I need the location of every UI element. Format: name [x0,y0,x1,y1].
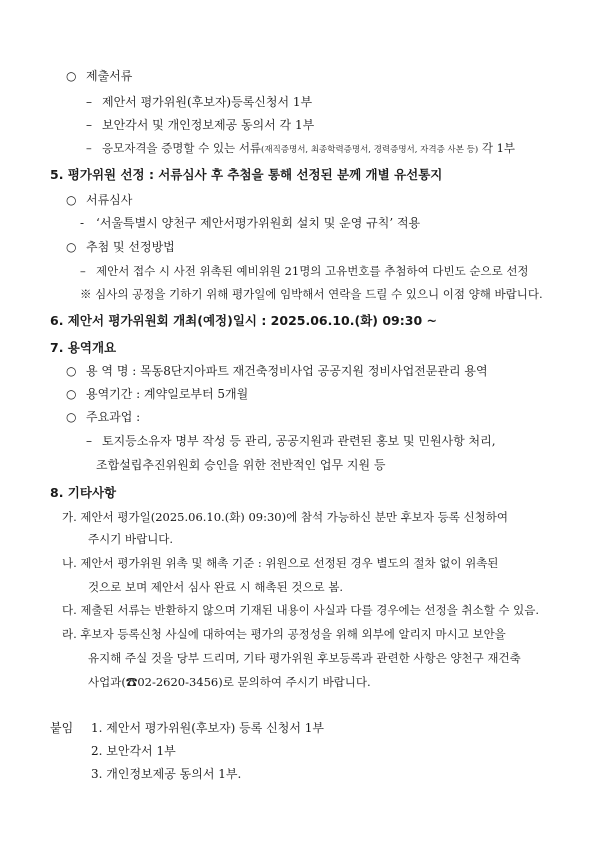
service-period: ○ 용역기간 : 계약일로부터 5개월 [66,387,249,401]
dash-bullet-icon: - [80,216,85,230]
dash-bullet-icon: – [86,141,92,155]
note-na: 나. 제안서 평가위원 위촉 및 해촉 기준 : 위원으로 선정된 경우 별도의 절차 없이 위촉된 [62,556,499,570]
note-da: 다. 제출된 서류는 반환하지 않으며 기재된 내용이 사실과 다를 경우에는 선정을 취소할 수 있음. [62,603,539,617]
circle-bullet-icon: ○ [66,69,77,83]
screening-title: ○ 서류심사 [66,193,133,207]
dash-bullet-icon: – [86,434,92,448]
service-name: ○ 용 역 명 : 목동8단지아파트 재건축정비사업 공공지원 정비사업전문관리 용역 [66,364,488,378]
attachment-item: 3. 개인정보제공 동의서 1부. [91,767,242,781]
submission-doc-item: – 보안각서 및 개인정보제공 동의서 각 1부 [86,118,315,132]
lottery-item: – 제안서 접수 시 사전 위촉된 예비위원 21명의 고유번호를 추첨하여 다빈도 순으로 선정 [80,264,529,278]
circle-bullet-icon: ○ [66,193,77,207]
note-ra: 라. 후보자 등록신청 사실에 대하여는 평가의 공정성을 위해 외부에 알리지 마시고 보안을 [62,627,506,641]
attachment-item: 2. 보안각서 1부 [91,744,176,758]
circle-bullet-icon: ○ [66,364,77,378]
note-ra-cont: 유지해 주실 것을 당부 드리며, 기타 평가위원 후보등록과 관련한 사항은 양천구 재건축 [88,651,521,665]
section-8-heading: 8. 기타사항 [50,485,117,500]
note-na-cont: 것으로 보며 제안서 심사 완료 시 해촉된 것으로 봄. [88,580,344,594]
submission-doc-item: – 제안서 평가위원(후보자)등록신청서 1부 [86,95,313,109]
dash-bullet-icon: – [80,264,86,278]
submission-doc-item: – 응모자격을 증명할 수 있는 서류(재직증명서, 최종학력증명서, 경력증명서, 자격증 사본 등) 각 1부 [86,141,516,155]
screening-notice: ※ 심사의 공정을 기하기 위해 평가일에 임박해서 연락을 드릴 수 있으니 이점 양해 바랍니다. [80,287,543,301]
circle-bullet-icon: ○ [66,240,77,254]
dash-bullet-icon: – [86,118,92,132]
main-tasks-line: 조합설립추진위원회 승인을 위한 전반적인 업무 지원 등 [96,458,386,472]
main-tasks-title: ○ 주요과업 : [66,410,141,424]
circle-bullet-icon: ○ [66,410,77,424]
screening-item: - ‘서울특별시 양천구 제안서평가위원회 설치 및 운영 규칙’ 적용 [80,216,421,230]
attachment-item: 1. 제안서 평가위원(후보자) 등록 신청서 1부 [91,721,324,735]
note-ga-cont: 주시기 바랍니다. [88,532,174,546]
submission-docs-title: ○ 제출서류 [66,69,133,83]
section-6-heading: 6. 제안서 평가위원회 개최(예정)일시 : 2025.06.10.(화) 09:30 ~ [50,313,437,328]
attachments-label: 붙임 [50,721,74,735]
dash-bullet-icon: – [86,95,92,109]
note-ra-contact: 사업과(☎02-2620-3456)로 문의하여 주시기 바랍니다. [88,675,371,689]
section-5-heading: 5. 평가위원 선정 : 서류심사 후 추첨을 통해 선정된 분께 개별 유선통지 [50,167,443,182]
submission-doc-note: (재직증명서, 최종학력증명서, 경력증명서, 자격증 사본 등) [261,145,479,155]
circle-bullet-icon: ○ [66,387,77,401]
lottery-title: ○ 추첨 및 선정방법 [66,240,175,254]
note-ga: 가. 제안서 평가일(2025.06.10.(화) 09:30)에 참석 가능하신 분만 후보자 등록 신청하여 [62,510,508,524]
section-7-heading: 7. 용역개요 [50,340,117,355]
main-tasks-line: – 토지등소유자 명부 작성 등 관리, 공공지원과 관련된 홍보 및 민원사항 처리, [86,434,496,448]
